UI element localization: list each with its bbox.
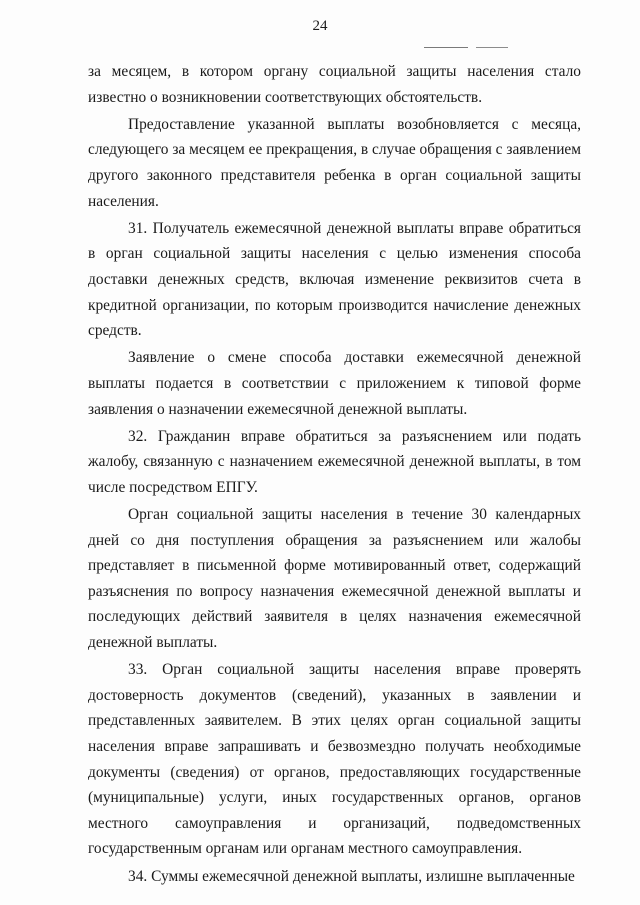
paragraph: Заявление о смене способа доставки ежемесячной денежной выплаты подается в соответствии с приложением к типовой форме заявления о назначении ежемесячной денежной выплаты.	[88, 349, 581, 418]
paragraph-item-33: 33. Орган социальной защиты населения вправе проверять достоверность документов (сведений), указанных в заявлении и представленных заявителем. В этих целях орган социальной защиты населения вправе запрашивать и безвозмездно получать необходимые документы (сведения) от органов, предоставляющих государственные (муниципальные) услуги, иных государственных органов, органов местного самоуправления и организаций, подведомственных государственным органам или органам местного самоуправления.	[88, 661, 581, 858]
paragraph: Орган социальной защиты населения в течение 30 календарных дней со дня поступления обращения за разъяснением или жалобы представляет в письменной форме мотивированный ответ, содержащий разъяснения по вопросу назначения ежемесячной денежной выплаты и последующих действий заявителя в целях назначения ежемесячной денежной выплаты.	[88, 506, 581, 652]
paragraph: Предоставление указанной выплаты возобновляется с месяца, следующего за месяцем ее прекращения, в случае обращения с заявлением другого законного представителя ребенка в орган социальной защиты населения.	[88, 115, 581, 210]
page-number: 24	[312, 18, 328, 34]
paragraph-continuation: за месяцем, в котором органу социальной защиты населения стало известно о возникновении соответствующих обстоятельств.	[88, 63, 581, 106]
paragraph-item-31: 31. Получатель ежемесячной денежной выплаты вправе обратиться в орган социальной защиты населения с целью изменения способа доставки денежных средств, включая изменение реквизитов счета в кредитной организации, по которым производится начисление денежных средств.	[88, 219, 581, 340]
body-text	[88, 59, 581, 891]
paragraph-item-34: 34. Суммы ежемесячной денежной выплаты, излишне выплаченные	[128, 867, 575, 885]
scan-mark	[424, 46, 508, 50]
paragraph-item-32: 32. Гражданин вправе обратиться за разъяснением или подать жалобу, связанную с назначением ежемесячной денежной выплаты, в том числе посредством ЕПГУ.	[88, 427, 581, 496]
